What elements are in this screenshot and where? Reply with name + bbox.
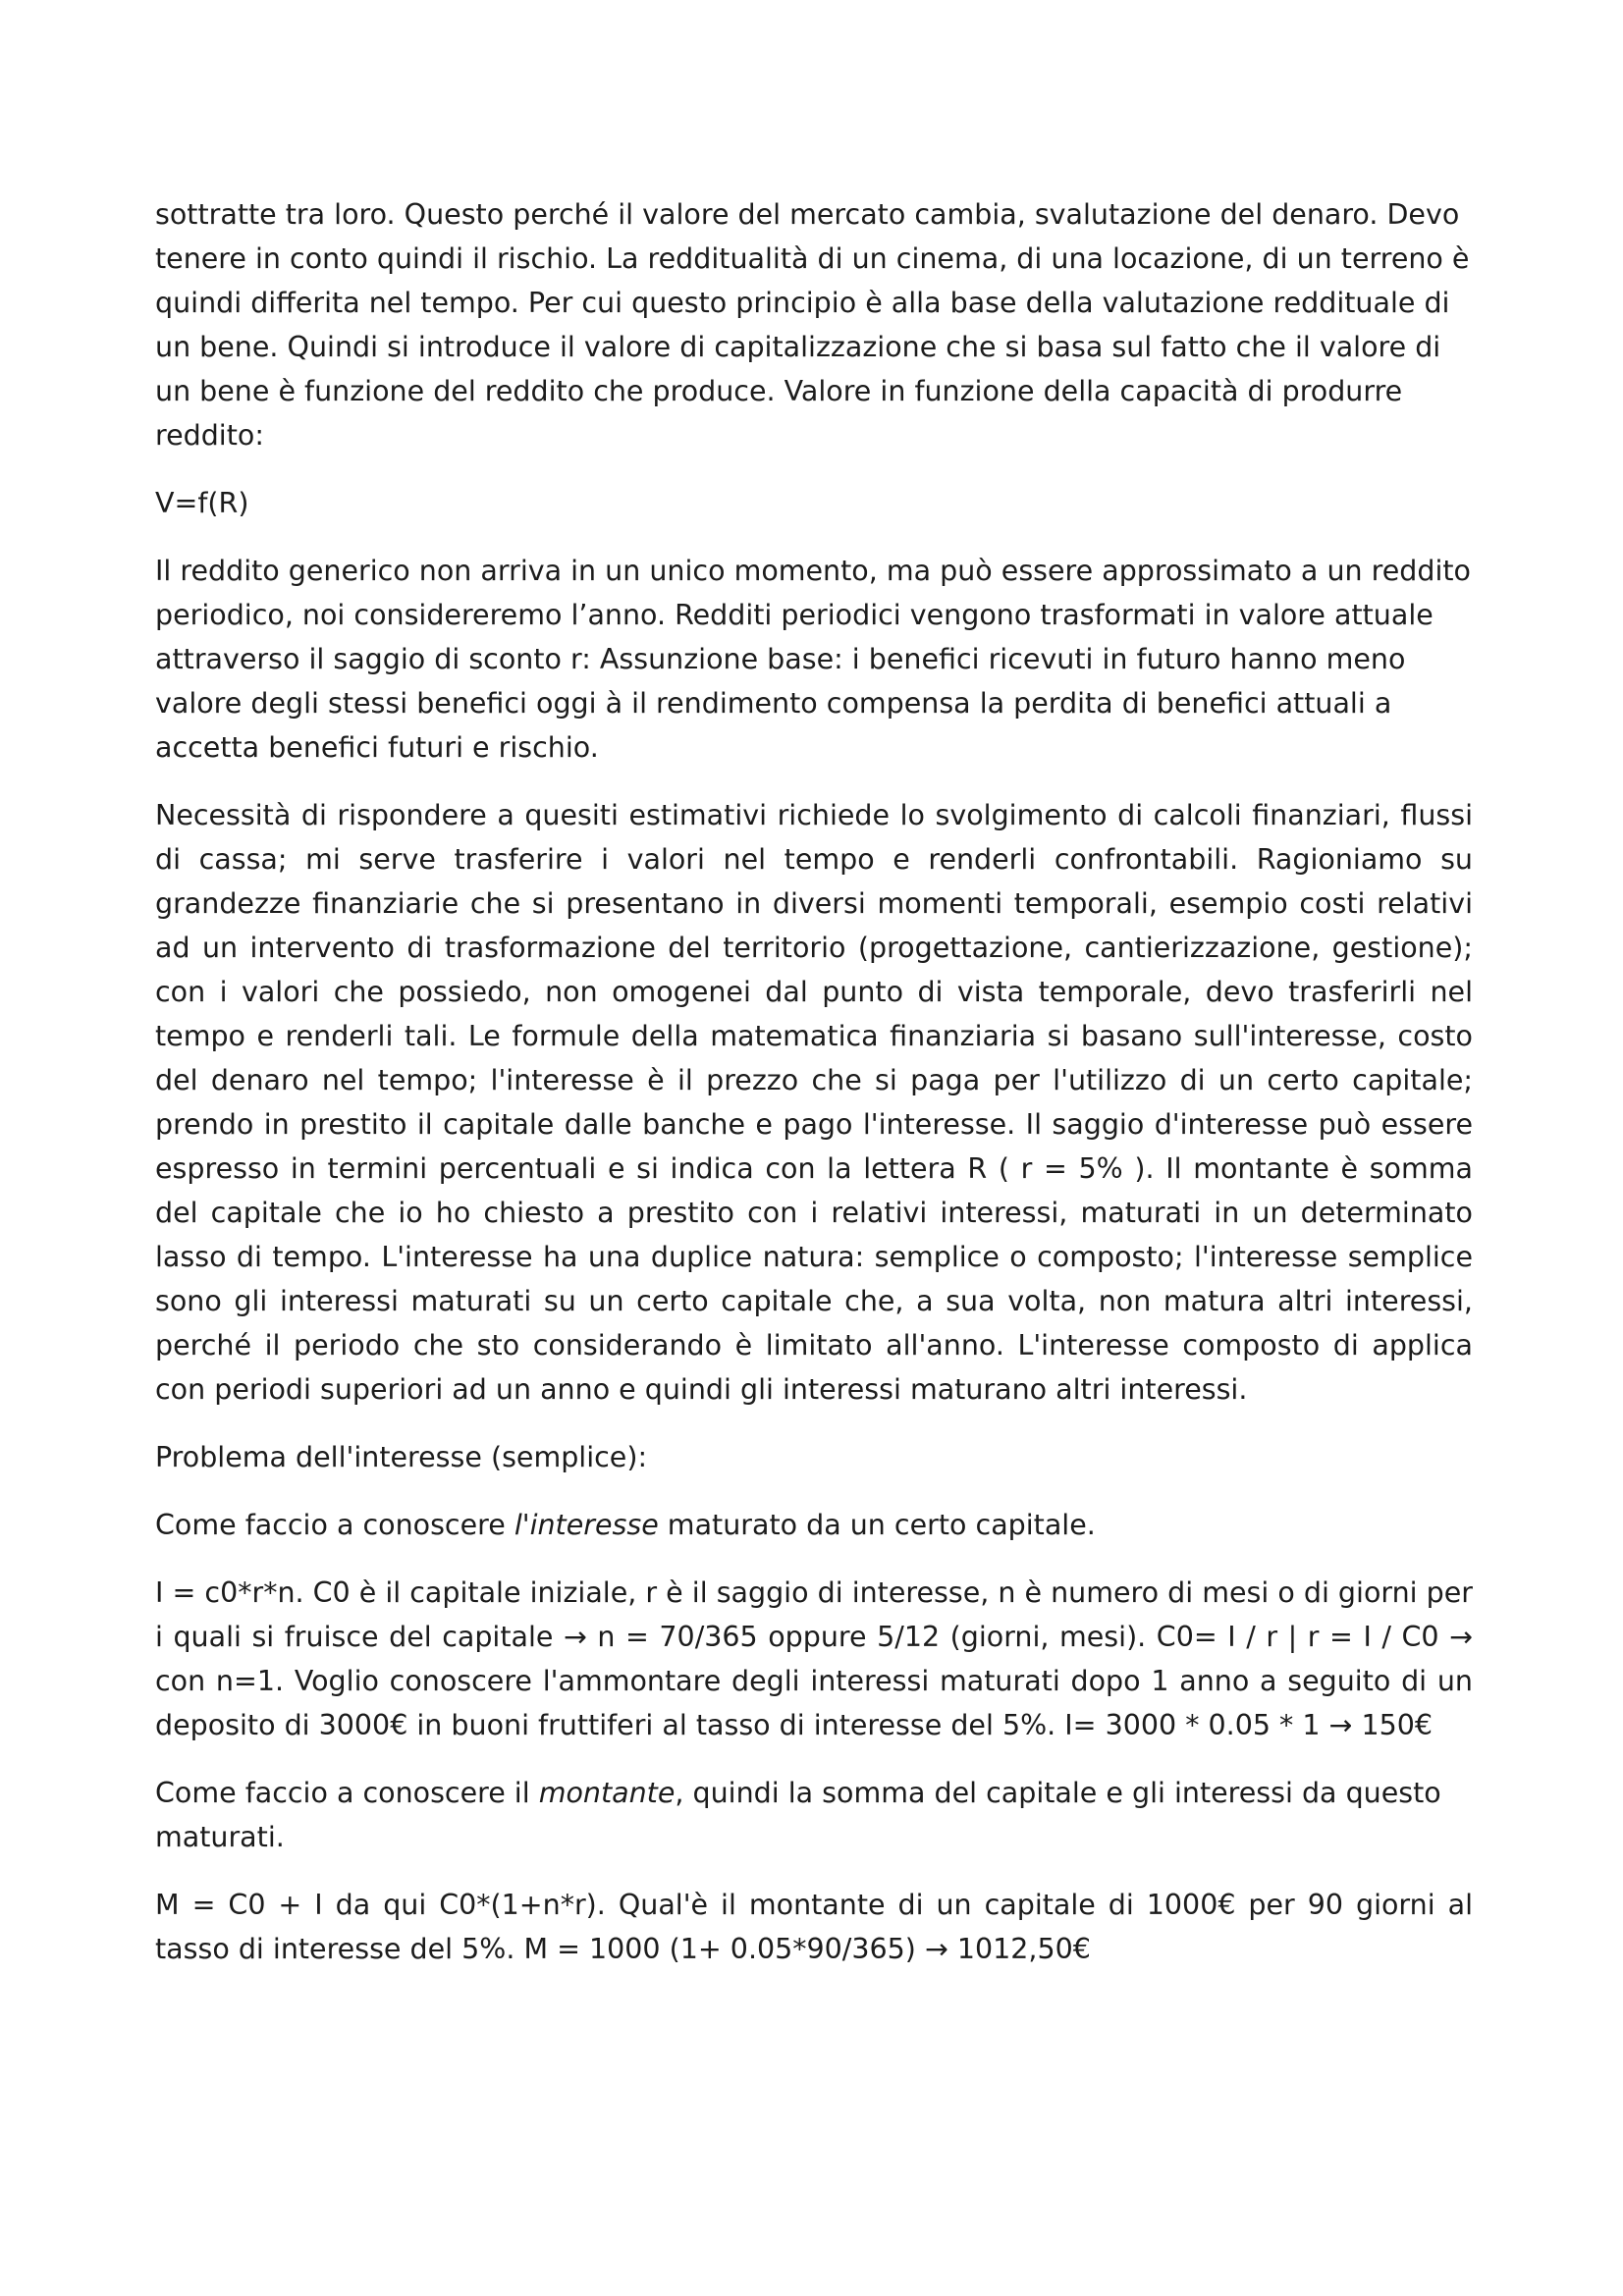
emphasis-interesse: l'interesse — [514, 1509, 659, 1541]
paragraph-formula-montante: M = C0 + I da qui C0*(1+n*r). Qual'è il montante di un capitale di 1000€ per 90 giorni al tasso di interesse del 5%. M = 1000 (1+ 0.05*90/365) → 1012,50€ — [155, 1889, 1473, 1965]
text-segment: maturato da un certo capitale. — [658, 1509, 1096, 1541]
heading-problema-interesse: Problema dell'interesse (semplice): — [155, 1441, 648, 1473]
document-body — [155, 192, 1473, 1995]
paragraph-formula-interesse: I = c0*r*n. C0 è il capitale iniziale, r è il saggio di interesse, n è numero di mesi o di giorni per i quali si fruisce del capitale → n = 70/365 oppure 5/12 (giorni, mesi). C0= I / r | r = I / C0 → con n=1. Voglio conoscere l'ammontare degli interessi maturati dopo 1 anno a seguito di un deposito di 3000€ in buoni fruttiferi al tasso di interesse del 5%. I= 3000 * 0.05 * 1 → 150€ — [155, 1576, 1473, 1741]
paragraph-reddito-periodico: Il reddito generico non arriva in un unico momento, ma può essere approssimato a un reddito periodico, noi considereremo l’anno. Redditi periodici vengono trasformati in valore attuale attraverso il saggio di sconto r: Assunzione base: i benefici ricevuti in futuro hanno meno valore degli stessi benefici oggi à il rendimento compensa la perdita di benefici attuali a accetta benefici futuri e rischio. — [155, 555, 1471, 764]
paragraph-capitalizzazione: sottratte tra loro. Questo perché il valore del mercato cambia, svalutazione del denaro. Devo tenere in conto quindi il rischio. La redditualità di un cinema, di una locazione, di un terreno è quindi differita nel tempo. Per cui questo principio è alla base della valutazione reddituale di un bene. Quindi si introduce il valore di capitalizzazione che si basa sul fatto che il valore di un bene è funzione del reddito che produce. Valore in funzione della capacità di produrre reddito: — [155, 198, 1470, 452]
text-segment: Come faccio a conoscere il — [155, 1777, 539, 1809]
emphasis-montante: montante — [538, 1777, 676, 1809]
paragraph-conoscere-interesse — [155, 1503, 1473, 1547]
formula-valore: V=f(R) — [155, 487, 249, 519]
text-segment: Come faccio a conoscere — [155, 1509, 514, 1541]
paragraph-conoscere-montante — [155, 1771, 1473, 1859]
text-segment: , quindi la somma del capitale e gli interessi da questo maturati. — [155, 1777, 1441, 1853]
paragraph-calcoli-finanziari: Necessità di rispondere a quesiti estimativi richiede lo svolgimento di calcoli finanziari, flussi di cassa; mi serve trasferire i valori nel tempo e renderli confrontabili. Ragioniamo su grandezze finanziarie che si presentano in diversi momenti temporali, esempio costi relativi ad un intervento di trasformazione del territorio (progettazione, cantierizzazione, gestione); con i valori che possiedo, non omogenei dal punto di vista temporale, devo trasferirli nel tempo e renderli tali. Le formule della matematica finanziaria si basano sull'interesse, costo del denaro nel tempo; l'interesse è il prezzo che si paga per l'utilizzo di un certo capitale; prendo in prestito il capitale dalle banche e pago l'interesse. Il saggio d'interesse può essere espresso in termini percentuali e si indica con la lettera R ( r = 5% ). Il montante è somma del capitale che io ho chiesto a prestito con i relativi interessi, maturati in un determinato lasso di tempo. L'interesse ha una duplice natura: semplice o composto; l'interesse semplice sono gli interessi maturati su un certo capitale che, a sua volta, non matura altri interessi, perché il periodo che sto considerando è limitato all'anno. L'interesse composto di applica con periodi superiori ad un anno e quindi gli interessi maturano altri interessi. — [155, 799, 1473, 1406]
